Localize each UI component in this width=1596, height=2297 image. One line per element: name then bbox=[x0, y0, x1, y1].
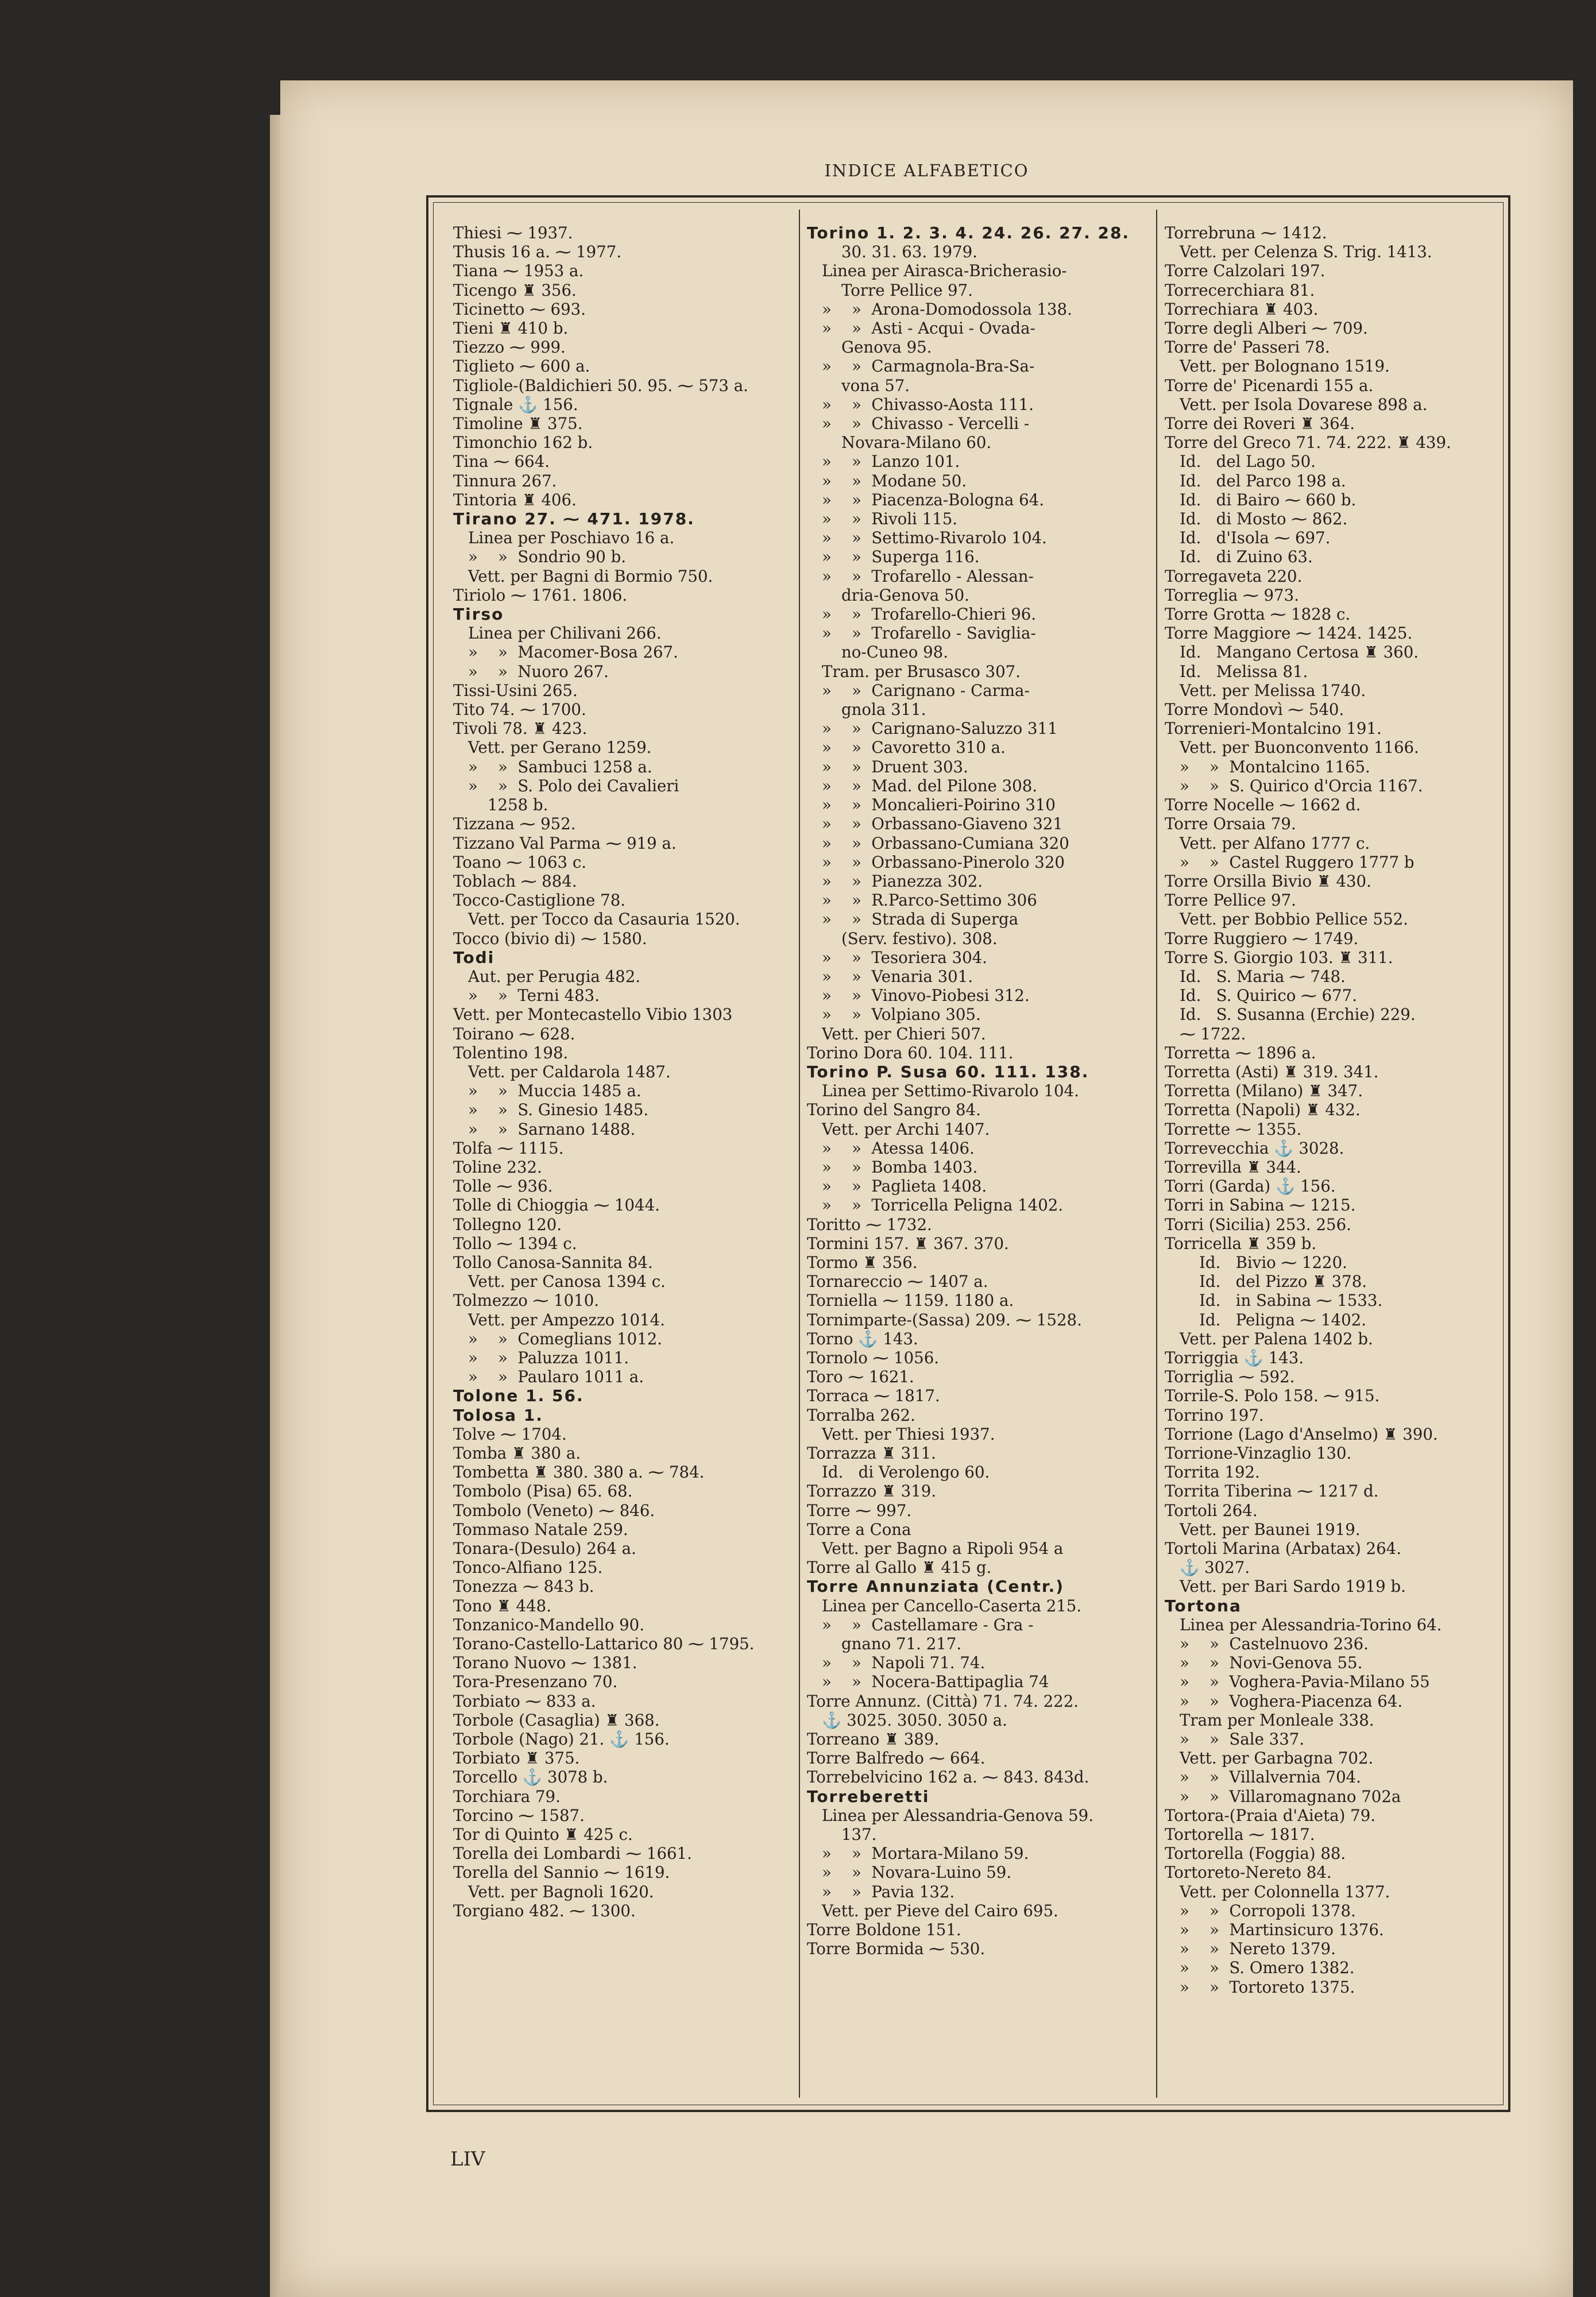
column-rule bbox=[799, 210, 800, 2098]
index-entry: » » Trofarello-Chieri 96. bbox=[822, 605, 1037, 624]
index-entry: » » Macomer-Bosa 267. bbox=[468, 643, 678, 662]
page bbox=[280, 80, 1573, 2297]
index-entry: » » Moncalieri-Poirino 310 bbox=[822, 795, 1056, 815]
index-entry: (Serv. festivo). 308. bbox=[841, 929, 998, 948]
index-entry: » » Sambuci 1258 a. bbox=[468, 757, 652, 776]
index-entry: Torriglia ⁓ 592. bbox=[1165, 1367, 1295, 1387]
index-entry: Vett. per Canosa 1394 c. bbox=[468, 1272, 666, 1291]
index-entry: Torrione-Vinzaglio 130. bbox=[1165, 1444, 1352, 1463]
index-entry: » » Druent 303. bbox=[822, 757, 968, 776]
index-entry: Timonchio 162 b. bbox=[453, 433, 593, 453]
index-entry: Torregaveta 220. bbox=[1165, 566, 1303, 586]
index-heading: Torino 1. 2. 3. 4. 24. 26. 27. 28. bbox=[807, 223, 1130, 242]
index-entry: Torno ⚓ 143. bbox=[807, 1329, 918, 1348]
index-entry: gnola 311. bbox=[841, 700, 926, 720]
index-heading: Todi bbox=[453, 948, 495, 967]
index-entry: Tolle di Chioggia ⁓ 1044. bbox=[453, 1196, 660, 1215]
index-entry: » » Chivasso-Aosta 111. bbox=[822, 395, 1034, 414]
index-entry: Torri (Sicilia) 253. 256. bbox=[1165, 1215, 1351, 1234]
index-entry: Tolfa ⁓ 1115. bbox=[453, 1138, 564, 1158]
index-entry: Id. S. Susanna (Erchie) 229. bbox=[1180, 1005, 1416, 1024]
index-entry: Vett. per Archi 1407. bbox=[822, 1119, 990, 1139]
index-entry: gnano 71. 217. bbox=[841, 1634, 962, 1654]
index-entry: Vett. per Thiesi 1937. bbox=[822, 1424, 995, 1444]
index-entry: Torano Nuovo ⁓ 1381. bbox=[453, 1653, 637, 1673]
index-entry: » » Carignano-Saluzzo 311 bbox=[822, 719, 1058, 738]
index-entry: » » Corropoli 1378. bbox=[1180, 1901, 1356, 1920]
index-entry: Torretta (Asti) ♜ 319. 341. bbox=[1165, 1062, 1379, 1081]
index-entry: » » Voghera-Piacenza 64. bbox=[1180, 1691, 1403, 1711]
index-entry: Torrenieri-Montalcino 191. bbox=[1165, 719, 1382, 738]
index-entry: Tonzanico-Mandello 90. bbox=[453, 1615, 645, 1634]
index-entry: » » Chivasso - Vercelli - bbox=[822, 414, 1030, 434]
index-entry: Torrile-S. Polo 158. ⁓ 915. bbox=[1165, 1386, 1380, 1406]
index-entry: Tomba ♜ 380 a. bbox=[453, 1444, 581, 1463]
index-entry: Torrebruna ⁓ 1412. bbox=[1165, 223, 1327, 242]
index-entry: Tor di Quinto ♜ 425 c. bbox=[453, 1825, 633, 1844]
index-entry: Toirano ⁓ 628. bbox=[453, 1024, 575, 1043]
index-entry: » » Trofarello - Alessan- bbox=[822, 566, 1034, 586]
index-entry: » » Orbassano-Pinerolo 320 bbox=[822, 852, 1065, 872]
index-heading: Torino P. Susa 60. 111. 138. bbox=[807, 1062, 1089, 1081]
index-heading: Tolosa 1. bbox=[453, 1405, 543, 1425]
index-entry: Tram. per Brusasco 307. bbox=[822, 662, 1021, 681]
index-entry: Vett. per Montecastello Vibio 1303 bbox=[453, 1005, 733, 1024]
index-entry: » » Martinsicuro 1376. bbox=[1180, 1920, 1384, 1940]
index-entry: » » Novi-Genova 55. bbox=[1180, 1653, 1363, 1673]
index-entry: Torre Annunz. (Città) 71. 74. 222. bbox=[807, 1691, 1079, 1711]
index-entry: Linea per Chilivani 266. bbox=[468, 624, 662, 643]
index-entry: Tombolo (Pisa) 65. 68. bbox=[453, 1482, 633, 1501]
index-entry: Ticinetto ⁓ 693. bbox=[453, 299, 586, 319]
index-entry: Toritto ⁓ 1732. bbox=[807, 1215, 932, 1234]
index-frame-inner bbox=[433, 202, 1504, 2105]
index-entry: Genova 95. bbox=[841, 338, 932, 357]
index-entry: Torrino 197. bbox=[1165, 1405, 1264, 1425]
index-entry: » » Napoli 71. 74. bbox=[822, 1653, 986, 1673]
index-entry: Id. Melissa 81. bbox=[1180, 662, 1308, 681]
index-entry: Torre Bormida ⁓ 530. bbox=[807, 1939, 986, 1959]
index-entry: Torella del Sannio ⁓ 1619. bbox=[453, 1863, 670, 1882]
index-entry: Tono ♜ 448. bbox=[453, 1596, 551, 1615]
index-entry: Vett. per Celenza S. Trig. 1413. bbox=[1180, 242, 1432, 262]
index-entry: » » S. Ginesio 1485. bbox=[468, 1100, 649, 1120]
index-entry: Id. del Pizzo ♜ 378. bbox=[1199, 1272, 1367, 1291]
index-entry: Torino Dora 60. 104. 111. bbox=[807, 1043, 1014, 1062]
index-entry: Vett. per Pieve del Cairo 695. bbox=[822, 1901, 1058, 1920]
index-entry: Tortora-(Praia d'Aieta) 79. bbox=[1165, 1805, 1376, 1825]
index-entry: Torano-Castello-Lattarico 80 ⁓ 1795. bbox=[453, 1634, 755, 1654]
index-entry: Torre Calzolari 197. bbox=[1165, 261, 1326, 281]
index-entry: Linea per Alessandria-Genova 59. bbox=[822, 1805, 1093, 1825]
index-entry: Toano ⁓ 1063 c. bbox=[453, 852, 587, 872]
index-entry: Tiglieto ⁓ 600 a. bbox=[453, 357, 590, 376]
index-entry: Tivoli 78. ♜ 423. bbox=[453, 719, 588, 738]
index-entry: Tiriolo ⁓ 1761. 1806. bbox=[453, 585, 628, 605]
index-entry: » » Torricella Peligna 1402. bbox=[822, 1196, 1064, 1215]
index-entry: » » Piacenza-Bologna 64. bbox=[822, 490, 1044, 509]
index-entry: Tortorella (Foggia) 88. bbox=[1165, 1844, 1346, 1863]
index-entry: Linea per Cancello-Caserta 215. bbox=[822, 1596, 1082, 1615]
index-entry: Novara-Milano 60. bbox=[841, 433, 992, 453]
index-entry: Tornimparte-(Sassa) 209. ⁓ 1528. bbox=[807, 1310, 1082, 1329]
index-entry: » » Mad. del Pilone 308. bbox=[822, 776, 1038, 795]
index-entry: Torre Balfredo ⁓ 664. bbox=[807, 1749, 986, 1768]
index-entry: vona 57. bbox=[841, 376, 910, 395]
index-entry: 137. bbox=[841, 1825, 877, 1844]
index-entry: » » Carmagnola-Bra-Sa- bbox=[822, 357, 1035, 376]
index-entry: Vett. per Bagno a Ripoli 954 a bbox=[822, 1539, 1064, 1559]
index-entry: Torrevilla ♜ 344. bbox=[1165, 1157, 1301, 1177]
index-entry: Tollo ⁓ 1394 c. bbox=[453, 1233, 577, 1253]
index-entry: Id. di Verolengo 60. bbox=[822, 1463, 990, 1482]
index-entry: Timoline ♜ 375. bbox=[453, 414, 583, 434]
index-entry: Id. d'Isola ⁓ 697. bbox=[1180, 528, 1331, 548]
index-entry: Torrette ⁓ 1355. bbox=[1165, 1119, 1302, 1139]
index-entry: Torino del Sangro 84. bbox=[807, 1100, 981, 1120]
index-entry: Torre S. Giorgio 103. ♜ 311. bbox=[1165, 948, 1393, 967]
index-entry: » » Villaromagnano 702a bbox=[1180, 1786, 1401, 1806]
index-entry: Tonco-Alfiano 125. bbox=[453, 1558, 603, 1577]
index-entry: » » Strada di Superga bbox=[822, 910, 1019, 929]
index-entry: Ticengo ♜ 356. bbox=[453, 280, 577, 300]
index-entry: » » Sale 337. bbox=[1180, 1730, 1305, 1749]
index-entry: Linea per Airasca-Bricherasio- bbox=[822, 261, 1067, 281]
index-entry: Torre Orsilla Bivio ♜ 430. bbox=[1165, 871, 1371, 891]
index-entry: Torre Maggiore ⁓ 1424. 1425. bbox=[1165, 624, 1413, 643]
index-entry: Torralba 262. bbox=[807, 1405, 915, 1425]
index-entry: Torre del Greco 71. 74. 222. ♜ 439. bbox=[1165, 433, 1451, 453]
index-entry: » » Mortara-Milano 59. bbox=[822, 1844, 1029, 1863]
index-entry: » » Atessa 1406. bbox=[822, 1138, 975, 1158]
index-entry: » » Bomba 1403. bbox=[822, 1157, 978, 1177]
index-entry: Torre Ruggiero ⁓ 1749. bbox=[1165, 929, 1359, 948]
index-entry: » » Carignano - Carma- bbox=[822, 680, 1030, 700]
index-entry: Vett. per Ampezzo 1014. bbox=[468, 1310, 665, 1329]
index-entry: » » Pavia 132. bbox=[822, 1882, 955, 1901]
index-entry: Tollo Canosa-Sannita 84. bbox=[453, 1252, 653, 1272]
index-entry: Toblach ⁓ 884. bbox=[453, 871, 577, 891]
index-entry: Id. del Lago 50. bbox=[1180, 452, 1316, 471]
index-entry: Vett. per Bobbio Pellice 552. bbox=[1180, 910, 1408, 929]
index-entry: Torre Pellice 97. bbox=[1165, 891, 1296, 910]
index-entry: Torrita 192. bbox=[1165, 1463, 1260, 1482]
index-entry: Tortoreto-Nereto 84. bbox=[1165, 1863, 1332, 1882]
index-entry: Tiezzo ⁓ 999. bbox=[453, 338, 566, 357]
index-entry: Id. Peligna ⁓ 1402. bbox=[1199, 1310, 1366, 1329]
index-entry: Id. Mangano Certosa ♜ 360. bbox=[1180, 643, 1419, 662]
index-entry: Torre al Gallo ♜ 415 g. bbox=[807, 1558, 992, 1577]
index-entry: Tora-Presenzano 70. bbox=[453, 1672, 618, 1692]
index-entry: Torrevecchia ⚓ 3028. bbox=[1165, 1138, 1344, 1158]
index-entry: Tram per Monleale 338. bbox=[1180, 1710, 1374, 1730]
index-entry: Linea per Poschiavo 16 a. bbox=[468, 528, 675, 548]
index-entry: Torella dei Lombardi ⁓ 1661. bbox=[453, 1844, 692, 1863]
index-column-1 bbox=[453, 223, 792, 2087]
index-entry: » » Lanzo 101. bbox=[822, 452, 960, 471]
index-entry: » » Superga 116. bbox=[822, 547, 980, 567]
index-entry: Vett. per Isola Dovarese 898 a. bbox=[1180, 395, 1428, 414]
index-entry: Vett. per Colonnella 1377. bbox=[1180, 1882, 1390, 1901]
index-entry: no-Cuneo 98. bbox=[841, 643, 948, 662]
index-entry: Tortoli 264. bbox=[1165, 1501, 1258, 1520]
index-entry: » » S. Quirico d'Orcia 1167. bbox=[1180, 776, 1423, 795]
index-entry: Torgiano 482. ⁓ 1300. bbox=[453, 1901, 636, 1920]
index-entry: Tina ⁓ 664. bbox=[453, 452, 550, 471]
index-entry: Torbole (Nago) 21. ⚓ 156. bbox=[453, 1730, 670, 1749]
index-entry: » » Terni 483. bbox=[468, 986, 600, 1006]
index-heading: Torreberetti bbox=[807, 1786, 930, 1806]
index-entry: » » S. Omero 1382. bbox=[1180, 1958, 1355, 1978]
index-entry: Tormo ♜ 356. bbox=[807, 1252, 918, 1272]
index-entry: » » Castellamare - Gra - bbox=[822, 1615, 1034, 1634]
index-entry: Id. S. Maria ⁓ 748. bbox=[1180, 966, 1346, 986]
index-entry: Tintoria ♜ 406. bbox=[453, 490, 577, 509]
index-entry: 1258 b. bbox=[488, 795, 548, 815]
index-entry: » » Cavoretto 310 a. bbox=[822, 738, 1006, 757]
index-entry: Vett. per Bari Sardo 1919 b. bbox=[1180, 1577, 1406, 1596]
index-entry: Vett. per Caldarola 1487. bbox=[468, 1062, 671, 1081]
index-entry: » » Nereto 1379. bbox=[1180, 1939, 1336, 1959]
index-entry: Id. di Zuino 63. bbox=[1180, 547, 1313, 567]
index-entry: Tombetta ♜ 380. 380 a. ⁓ 784. bbox=[453, 1463, 705, 1482]
index-entry: » » Nuoro 267. bbox=[468, 662, 609, 681]
index-entry: » » Rivoli 115. bbox=[822, 509, 958, 529]
index-entry: Tolve ⁓ 1704. bbox=[453, 1424, 567, 1444]
index-entry: Torre ⁓ 997. bbox=[807, 1501, 912, 1520]
index-entry: Tolle ⁓ 936. bbox=[453, 1177, 553, 1196]
index-entry: Tiana ⁓ 1953 a. bbox=[453, 261, 584, 281]
index-entry: Torretta (Milano) ♜ 347. bbox=[1165, 1081, 1363, 1101]
index-entry: » » Venaria 301. bbox=[822, 966, 973, 986]
index-entry: Torriggia ⚓ 143. bbox=[1165, 1348, 1304, 1367]
index-entry: » » Muccia 1485 a. bbox=[468, 1081, 642, 1101]
index-heading: Tirso bbox=[453, 605, 504, 624]
index-entry: Torre Mondovì ⁓ 540. bbox=[1165, 700, 1344, 720]
index-entry: ⚓ 3025. 3050. 3050 a. bbox=[822, 1710, 1007, 1730]
index-entry: » » Tortoreto 1375. bbox=[1180, 1977, 1355, 1997]
index-entry: ⚓ 3027. bbox=[1180, 1558, 1250, 1577]
index-entry: Linea per Alessandria-Torino 64. bbox=[1180, 1615, 1442, 1634]
index-entry: Id. del Parco 198 a. bbox=[1180, 471, 1346, 490]
index-entry: Vett. per Chieri 507. bbox=[822, 1024, 986, 1043]
index-entry: Tinnura 267. bbox=[453, 471, 557, 490]
index-entry: Tommaso Natale 259. bbox=[453, 1519, 628, 1539]
index-entry: » » Novara-Luino 59. bbox=[822, 1863, 1012, 1882]
index-entry: ⁓ 1722. bbox=[1180, 1024, 1246, 1043]
index-entry: Tocco-Castiglione 78. bbox=[453, 891, 626, 910]
index-entry: » » Vinovo-Piobesi 312. bbox=[822, 986, 1030, 1006]
index-entry: Vett. per Bagni di Bormio 750. bbox=[468, 566, 713, 586]
index-entry: Tizzano Val Parma ⁓ 919 a. bbox=[453, 833, 677, 853]
index-entry: » » Modane 50. bbox=[822, 471, 967, 490]
index-entry: Toline 232. bbox=[453, 1157, 542, 1177]
index-entry: Torbiato ♜ 375. bbox=[453, 1749, 580, 1768]
index-entry: Torre de' Passeri 78. bbox=[1165, 338, 1330, 357]
index-entry: Torricella ♜ 359 b. bbox=[1165, 1233, 1317, 1253]
index-entry: Torraca ⁓ 1817. bbox=[807, 1386, 940, 1406]
index-entry: Vett. per Alfano 1777 c. bbox=[1180, 833, 1370, 853]
index-entry: Torrazza ♜ 311. bbox=[807, 1444, 936, 1463]
index-entry: Id. S. Quirico ⁓ 677. bbox=[1180, 986, 1357, 1006]
index-entry: Torri in Sabina ⁓ 1215. bbox=[1165, 1196, 1356, 1215]
index-entry: » » Castel Ruggero 1777 b bbox=[1180, 852, 1415, 872]
index-entry: Torrebelvicino 162 a. ⁓ 843. 843d. bbox=[807, 1768, 1089, 1787]
index-entry: » » Paluzza 1011. bbox=[468, 1348, 629, 1367]
index-entry: Vett. per Garbagna 702. bbox=[1180, 1749, 1374, 1768]
index-entry: Tombolo (Veneto) ⁓ 846. bbox=[453, 1501, 655, 1520]
index-entry: Torbiato ⁓ 833 a. bbox=[453, 1691, 596, 1711]
index-entry: Torrione (Lago d'Anselmo) ♜ 390. bbox=[1165, 1424, 1438, 1444]
index-entry: » » Sarnano 1488. bbox=[468, 1119, 636, 1139]
index-entry: » » Castelnuovo 236. bbox=[1180, 1634, 1369, 1654]
index-entry: Vett. per Buonconvento 1166. bbox=[1180, 738, 1419, 757]
index-entry: » » Villalvernia 704. bbox=[1180, 1768, 1361, 1787]
index-entry: » » Volpiano 305. bbox=[822, 1005, 981, 1024]
index-heading: Tirano 27. ⁓ 471. 1978. bbox=[453, 509, 695, 529]
index-entry: » » Paglieta 1408. bbox=[822, 1177, 987, 1196]
index-entry: Id. di Bairo ⁓ 660 b. bbox=[1180, 490, 1357, 509]
index-entry: Vett. per Gerano 1259. bbox=[468, 738, 652, 757]
index-entry: Torrita Tiberina ⁓ 1217 d. bbox=[1165, 1482, 1379, 1501]
index-column-3 bbox=[1165, 223, 1504, 2087]
index-entry: Torrechiara ♜ 403. bbox=[1165, 299, 1319, 319]
index-entry: Tortoli Marina (Arbatax) 264. bbox=[1165, 1539, 1401, 1559]
index-entry: Torreano ♜ 389. bbox=[807, 1730, 940, 1749]
index-entry: » » Voghera-Pavia-Milano 55 bbox=[1180, 1672, 1430, 1692]
index-entry: Torre de' Picenardi 155 a. bbox=[1165, 376, 1374, 395]
index-entry: » » Settimo-Rivarolo 104. bbox=[822, 528, 1047, 548]
index-entry: Torcino ⁓ 1587. bbox=[453, 1805, 585, 1825]
index-entry: Torreglia ⁓ 973. bbox=[1165, 585, 1299, 605]
index-entry: Tolmezzo ⁓ 1010. bbox=[453, 1291, 600, 1310]
index-entry: » » Trofarello - Saviglia- bbox=[822, 624, 1036, 643]
index-entry: Tollegno 120. bbox=[453, 1215, 562, 1234]
index-entry: » » Orbassano-Cumiana 320 bbox=[822, 833, 1069, 853]
index-entry: » » Sondrio 90 b. bbox=[468, 547, 627, 567]
index-entry: Torre dei Roveri ♜ 364. bbox=[1165, 414, 1355, 434]
index-column-2 bbox=[807, 223, 1163, 2087]
index-entry: Torre Orsaia 79. bbox=[1165, 814, 1296, 834]
index-entry: » » Nocera-Battipaglia 74 bbox=[822, 1672, 1049, 1692]
index-entry: Tieni ♜ 410 b. bbox=[453, 319, 569, 338]
index-entry: Torre Nocelle ⁓ 1662 d. bbox=[1165, 795, 1361, 815]
index-entry: » » Asti - Acqui - Ovada- bbox=[822, 319, 1035, 338]
page-number: LIV bbox=[450, 2148, 485, 2171]
index-entry: » » R.Parco-Settimo 306 bbox=[822, 891, 1037, 910]
index-entry: Torcello ⚓ 3078 b. bbox=[453, 1768, 608, 1787]
index-entry: Vett. per Tocco da Casauria 1520. bbox=[468, 910, 740, 929]
index-entry: Linea per Settimo-Rivarolo 104. bbox=[822, 1081, 1079, 1101]
index-entry: Vett. per Bagnoli 1620. bbox=[468, 1882, 654, 1901]
index-entry: Aut. per Perugia 482. bbox=[468, 966, 641, 986]
index-entry: » » Pianezza 302. bbox=[822, 871, 983, 891]
index-entry: Id. Bivio ⁓ 1220. bbox=[1199, 1252, 1347, 1272]
index-entry: Torri (Garda) ⚓ 156. bbox=[1165, 1177, 1336, 1196]
index-entry: Vett. per Palena 1402 b. bbox=[1180, 1329, 1373, 1348]
index-entry: Torre Boldone 151. bbox=[807, 1920, 961, 1940]
index-heading: Tortona bbox=[1165, 1596, 1242, 1615]
index-entry: Torretta ⁓ 1896 a. bbox=[1165, 1043, 1316, 1062]
index-entry: » » Paularo 1011 a. bbox=[468, 1367, 644, 1387]
index-entry: Tigliole-(Baldichieri 50. 95. ⁓ 573 a. bbox=[453, 376, 748, 395]
index-entry: Torretta (Napoli) ♜ 432. bbox=[1165, 1100, 1361, 1120]
index-entry: Vett. per Baunei 1919. bbox=[1180, 1519, 1361, 1539]
index-entry: Tornolo ⁓ 1056. bbox=[807, 1348, 940, 1367]
index-entry: Tonara-(Desulo) 264 a. bbox=[453, 1539, 636, 1559]
index-entry: » » Comeglians 1012. bbox=[468, 1329, 663, 1348]
index-entry: Id. di Mosto ⁓ 862. bbox=[1180, 509, 1348, 529]
index-entry: Tolentino 198. bbox=[453, 1043, 569, 1062]
index-entry: Id. in Sabina ⁓ 1533. bbox=[1199, 1291, 1383, 1310]
index-entry: Torchiara 79. bbox=[453, 1786, 561, 1806]
page-title: INDICE ALFABETICO bbox=[824, 161, 1029, 180]
index-entry: Tizzana ⁓ 952. bbox=[453, 814, 576, 834]
index-entry: » » Orbassano-Giaveno 321 bbox=[822, 814, 1063, 834]
index-entry: » » Tesoriera 304. bbox=[822, 948, 987, 967]
index-entry: Tito 74. ⁓ 1700. bbox=[453, 700, 586, 720]
index-entry: Toro ⁓ 1621. bbox=[807, 1367, 914, 1387]
index-entry: Torrecerchiara 81. bbox=[1165, 280, 1315, 300]
index-entry: » » Arona-Domodossola 138. bbox=[822, 299, 1072, 319]
index-entry: Torbole (Casaglia) ♜ 368. bbox=[453, 1710, 660, 1730]
index-entry: Torniella ⁓ 1159. 1180 a. bbox=[807, 1291, 1014, 1310]
index-entry: Torre degli Alberi ⁓ 709. bbox=[1165, 319, 1368, 338]
index-entry: dria-Genova 50. bbox=[841, 585, 969, 605]
index-heading: Torre Annunziata (Centr.) bbox=[807, 1577, 1065, 1596]
index-entry: Tortorella ⁓ 1817. bbox=[1165, 1825, 1315, 1844]
index-entry: Thusis 16 a. ⁓ 1977. bbox=[453, 242, 622, 262]
index-entry: Tonezza ⁓ 843 b. bbox=[453, 1577, 594, 1596]
index-entry: » » S. Polo dei Cavalieri bbox=[468, 776, 679, 795]
index-entry: Vett. per Melissa 1740. bbox=[1180, 680, 1366, 700]
index-entry: Tocco (bivio di) ⁓ 1580. bbox=[453, 929, 647, 948]
index-entry: 30. 31. 63. 1979. bbox=[841, 242, 977, 262]
index-entry: » » Montalcino 1165. bbox=[1180, 757, 1370, 776]
index-frame bbox=[426, 195, 1510, 2112]
index-entry: Tormini 157. ♜ 367. 370. bbox=[807, 1233, 1009, 1253]
index-entry: Vett. per Bolognano 1519. bbox=[1180, 357, 1390, 376]
index-entry: Thiesi ⁓ 1937. bbox=[453, 223, 573, 242]
index-entry: Torre Grotta ⁓ 1828 c. bbox=[1165, 605, 1351, 624]
index-entry: Tignale ⚓ 156. bbox=[453, 395, 578, 414]
index-entry: Tissi-Usini 265. bbox=[453, 680, 578, 700]
index-entry: Torrazzo ♜ 319. bbox=[807, 1482, 937, 1501]
index-entry: Torre Pellice 97. bbox=[841, 280, 973, 300]
index-heading: Tolone 1. 56. bbox=[453, 1386, 584, 1406]
index-entry: Torre a Cona bbox=[807, 1519, 911, 1539]
index-entry: Tornareccio ⁓ 1407 a. bbox=[807, 1272, 988, 1291]
